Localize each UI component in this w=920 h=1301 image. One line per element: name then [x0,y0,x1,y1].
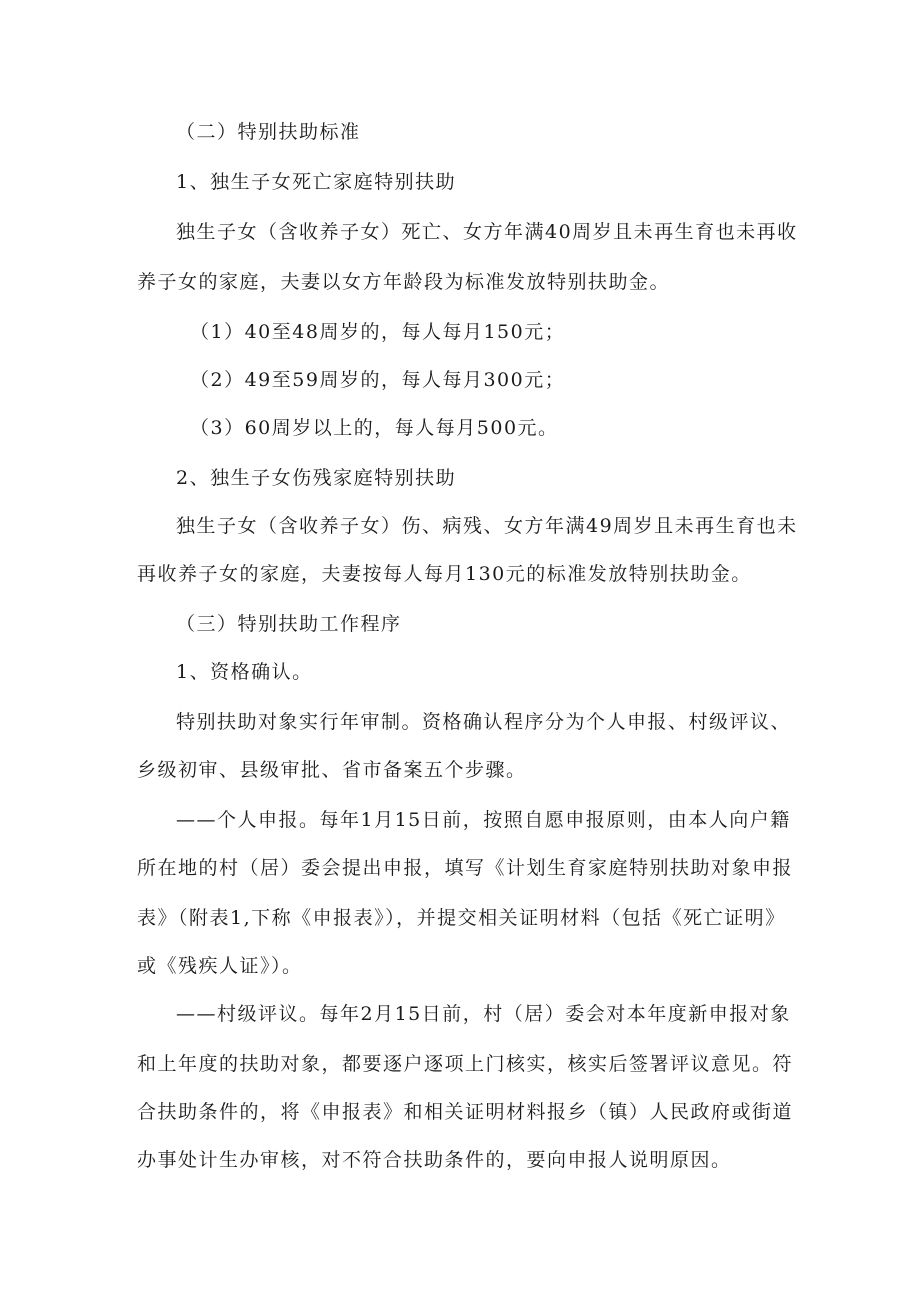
section-heading-procedure: （三）特别扶助工作程序 [176,613,402,635]
step-heading-qualification: 1、资格确认。 [176,661,313,683]
standard-item-3: （3）60周岁以上的，每人每月500元。 [190,417,559,439]
paragraph-line: 独生子女（含收养子女）死亡、女方年满40周岁且未再生育也未再收 [176,221,798,243]
standard-item-2: （2）49至59周岁的，每人每月300元； [190,369,566,391]
paragraph-line: 和上年度的扶助对象，都要逐户逐项上门核实，核实后签署评议意见。符 [137,1053,794,1075]
paragraph-line: 办事处计生办审核，对不符合扶助条件的，要向申报人说明原因。 [137,1149,732,1171]
paragraph-line: 表》（附表1,下称《申报表》），并提交相关证明材料（包括《死亡证明》 [137,907,786,929]
paragraph-line: 或《残疾人证》）。 [137,955,303,977]
standard-item-1: （1）40至48周岁的，每人每月150元； [190,321,566,343]
section-heading-standards: （二）特别扶助标准 [176,121,361,143]
paragraph-line: ——村级评议。每年2月15日前，村（居）委会对本年度新申报对象 [176,1003,791,1025]
paragraph-line: 合扶助条件的，将《申报表》和相关证明材料报乡（镇）人民政府或街道 [137,1101,794,1123]
paragraph-line: 养子女的家庭，夫妻以女方年龄段为标准发放特别扶助金。 [137,271,671,293]
paragraph-line: 特别扶助对象实行年审制。资格确认程序分为个人申报、村级评议、 [176,711,792,733]
paragraph-line: ——个人申报。每年1月15日前，按照自愿申报原则，由本人向户籍 [176,809,791,831]
paragraph-line: 再收养子女的家庭，夫妻按每人每月130元的标准发放特别扶助金。 [137,563,752,585]
item-heading-death-family: 1、独生子女死亡家庭特别扶助 [176,171,457,193]
paragraph-line: 独生子女（含收养子女）伤、病残、女方年满49周岁且未再生育也未 [176,515,798,537]
paragraph-line: 所在地的村（居）委会提出申报，填写《计划生育家庭特别扶助对象申报 [137,857,794,879]
paragraph-line: 乡级初审、县级审批、省市备案五个步骤。 [137,759,527,781]
item-heading-disabled-family: 2、独生子女伤残家庭特别扶助 [176,467,457,489]
